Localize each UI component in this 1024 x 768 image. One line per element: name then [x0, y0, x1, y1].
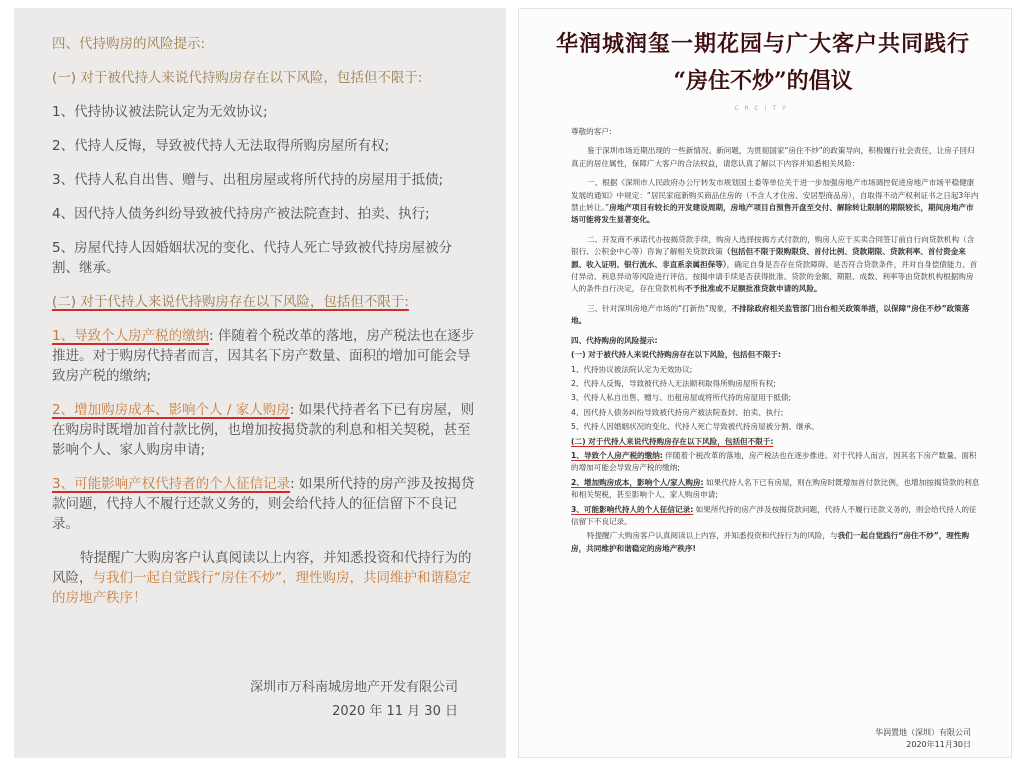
right-para2 [571, 234, 981, 296]
left-item1-3: 3、代持人私自出售、赠与、出租房屋或将所代持的房屋用于抵债; [52, 172, 444, 188]
left-signature [250, 676, 458, 724]
right-item1-2: 2、代持人反悔，导致被代持人无法顺利取得所购房屋所有权; [571, 378, 776, 388]
right-para2-b: （包括但不限于限购限贷、首付比例、贷款期限、贷款利率、首付资金来源、收入证明、银行流水、非直系亲属担保等） [571, 247, 966, 269]
left-item2-1-title: 1、导致个人房产税的缴纳 [52, 328, 210, 344]
left-sub1: (一) 对于被代持人来说代持购房存在以下风险，包括但不限于: [52, 70, 423, 86]
left-document [14, 8, 506, 758]
right-heading4: 四、代持购房的风险提示: [571, 335, 658, 345]
right-closing-a: 特提醒广大购房客户认真阅读以上内容，并知悉投资和代持行为的风险，与 [587, 531, 838, 541]
right-item2-2-title: 2、增加购房成本，影响个人/家人购房: [571, 477, 704, 487]
right-item1-5: 5、代持人因婚姻状况的变化、代持人死亡导致被代持房屋被分割、继承。 [571, 422, 819, 432]
right-item1-4: 4、因代持人债务纠纷导致被代持房产被法院查封、拍卖、执行; [571, 407, 784, 417]
right-para2-c: ，确定自身是否存在贷款障碍、是否符合贷款条件，并对自身偿债能力、首付异动、利息异动等风险进行评估。按揭申请手续是否获得批准、贷款的金额、期限、成数、利率等由贷款机构根据购房人的条件自行决定，存在贷款机构 [571, 259, 978, 294]
right-item2-2 [571, 477, 981, 502]
right-body [571, 126, 981, 555]
right-sub2 [571, 436, 981, 448]
right-signature [875, 727, 971, 751]
right-para2-a: 二、开发商不承诺代办按揭贷款手续，购房人选择按揭方式付款的，购房人应于买卖合同签订前自行向贷款机构（含银行、公积金中心等）咨询了解相关贷款政策 [571, 234, 975, 257]
right-item2-3-text: 如果所代持的房产涉及按揭贷款问题，代持人不履行还款义务的，则会给代持人的征信留下不良记录。 [571, 504, 977, 526]
right-greeting: 尊敬的客户: [571, 127, 612, 136]
right-company-name: 华润置地（深圳）有限公司 [875, 728, 971, 737]
left-item2-1 [52, 326, 476, 386]
right-item2-2-text: 如果代持人名下已有房屋，则在购房时既增加首付款比例，也增加按揭贷款的利息和相关契税，甚至影响个人、家人购房申请; [571, 477, 980, 500]
right-title-line1: 华润城润玺一期花园与广大客户共同践行 [555, 31, 970, 57]
left-item2-3-title: 3、可能影响产权代持者的个人征信记录 [52, 476, 291, 492]
left-item2-2-text: : 如果代持者名下已有房屋，则在购房时既增加首付款比例，也增加按揭贷款的利息和相关契税，甚至影响个人、家人购房申请; [52, 402, 475, 458]
left-closing-a: 特提醒广大购房客户认真阅读以上内容，并知悉投资和代持行为的风险， [52, 550, 472, 586]
right-title-line2: “房住不炒”的倡议 [673, 68, 853, 94]
left-item2-2-title: 2、增加购房成本、影响个人 / 家人购房 [52, 402, 290, 418]
left-item1-4: 4、因代持人债务纠纷导致被代持房产被法院查封、拍卖、执行; [52, 206, 430, 222]
left-item1-2: 2、代持人反悔，导致被代持人无法取得所购房屋所有权; [52, 138, 390, 154]
left-item2-3-text: : 如果所代持的房产涉及按揭贷款问题，代持人不履行还款义务的，则会给代持人的征信留下不良记录。 [52, 476, 475, 532]
right-intro: 鉴于深圳市场近期出现的一些新情况、新问题，为贯彻国家“房住不炒”的政策导向，积极履行社会责任，让房子回归真正的居住属性，保障广大客户的合法权益，请您认真了解以下内容并知悉相关风险: [571, 146, 975, 168]
right-para3-a: 三、针对深圳房地产市场的“打新热”现象， [587, 303, 732, 313]
left-date: 2020 年 11 月 30 日 [332, 704, 458, 719]
crcity-logo: CRCITY [734, 105, 792, 112]
right-item1-1: 1、代持协议被法院认定为无效协议; [571, 364, 693, 374]
right-item1-3: 3、代持人私自出售、赠与、出租房屋或将所代持的房屋用于抵债; [571, 393, 792, 403]
right-sub1: (一) 对于被代持人来说代持购房存在以下风险，包括但不限于: [571, 350, 782, 360]
left-item2-1-text: : 伴随着个税改革的落地，房产税法也在逐步推进。对于购房代持者而言，因其名下房产数量、面积的增加可能会导致房产税的缴纳; [52, 328, 475, 384]
right-date: 2020年11月30日 [906, 740, 971, 749]
right-item2-1-text: 伴随着个税改革的落地，房产税法也在逐步推进。对于代持人而言，因其名下房产数量、面积的增加可能会导致房产税的缴纳; [571, 450, 977, 473]
left-item1-1: 1、代持协议被法院认定为无效协议; [52, 104, 268, 120]
right-para1-a: 一、根据《深圳市人民政府办公厅转发市规划国土委等单位关于进一步加强房地产市场调控促进房地产市场平稳健康发展的通知》中规定：“居民家庭新购买商品住房的（不含人才住房、安居型商品房），自取得不动产权利证书之日起3年内禁止转让。” [571, 178, 979, 213]
right-para1-b: 房地产项目有较长的开发建设周期，房地产项目自预售开盘至交付、解除转让限制的期限较长，期间房地产市场可能将发生显著变化。 [571, 203, 974, 225]
left-closing [52, 548, 476, 608]
right-closing-b: 我们一起自觉践行“房住不炒”，理性购房，共同维护和谐稳定的房地产秩序! [571, 531, 970, 553]
right-para3-b: 不排除政府相关监管部门出台相关政策举措，以保障“房住不炒”政策落地。 [571, 303, 970, 326]
right-para2-d: 不予批准或不足额批准贷款申请的风险。 [684, 284, 822, 294]
left-company-name: 深圳市万科南城房地产开发有限公司 [249, 680, 458, 695]
left-item1-5: 5、房屋代持人因婚姻状况的变化、代持人死亡导致被代持房屋被分割、继承。 [52, 240, 453, 276]
right-closing [571, 530, 981, 555]
right-document [518, 8, 1012, 758]
left-closing-b: 与我们一起自觉践行“房住不炒”，理性购房，共同维护和谐稳定的房地产秩序！ [52, 570, 471, 606]
right-item2-3-title: 3、可能影响代持人的个人征信记录: [571, 504, 694, 514]
left-heading: 四、代持购房的风险提示: [52, 36, 206, 52]
right-para1 [571, 177, 981, 227]
left-item2-2 [52, 400, 476, 460]
left-sub2 [52, 292, 476, 312]
right-item2-3 [571, 504, 981, 529]
right-sub2-text: (二) 对于代持人来说代持购房存在以下风险，包括但不限于: [571, 436, 774, 446]
right-para3 [571, 303, 981, 328]
right-item2-1-title: 1、导致个人房产税的缴纳: [571, 450, 663, 460]
right-item2-1 [571, 450, 981, 475]
left-sub2-text: (二) 对于代持人来说代持购房存在以下风险，包括但不限于: [52, 294, 409, 310]
left-item2-3 [52, 474, 476, 534]
